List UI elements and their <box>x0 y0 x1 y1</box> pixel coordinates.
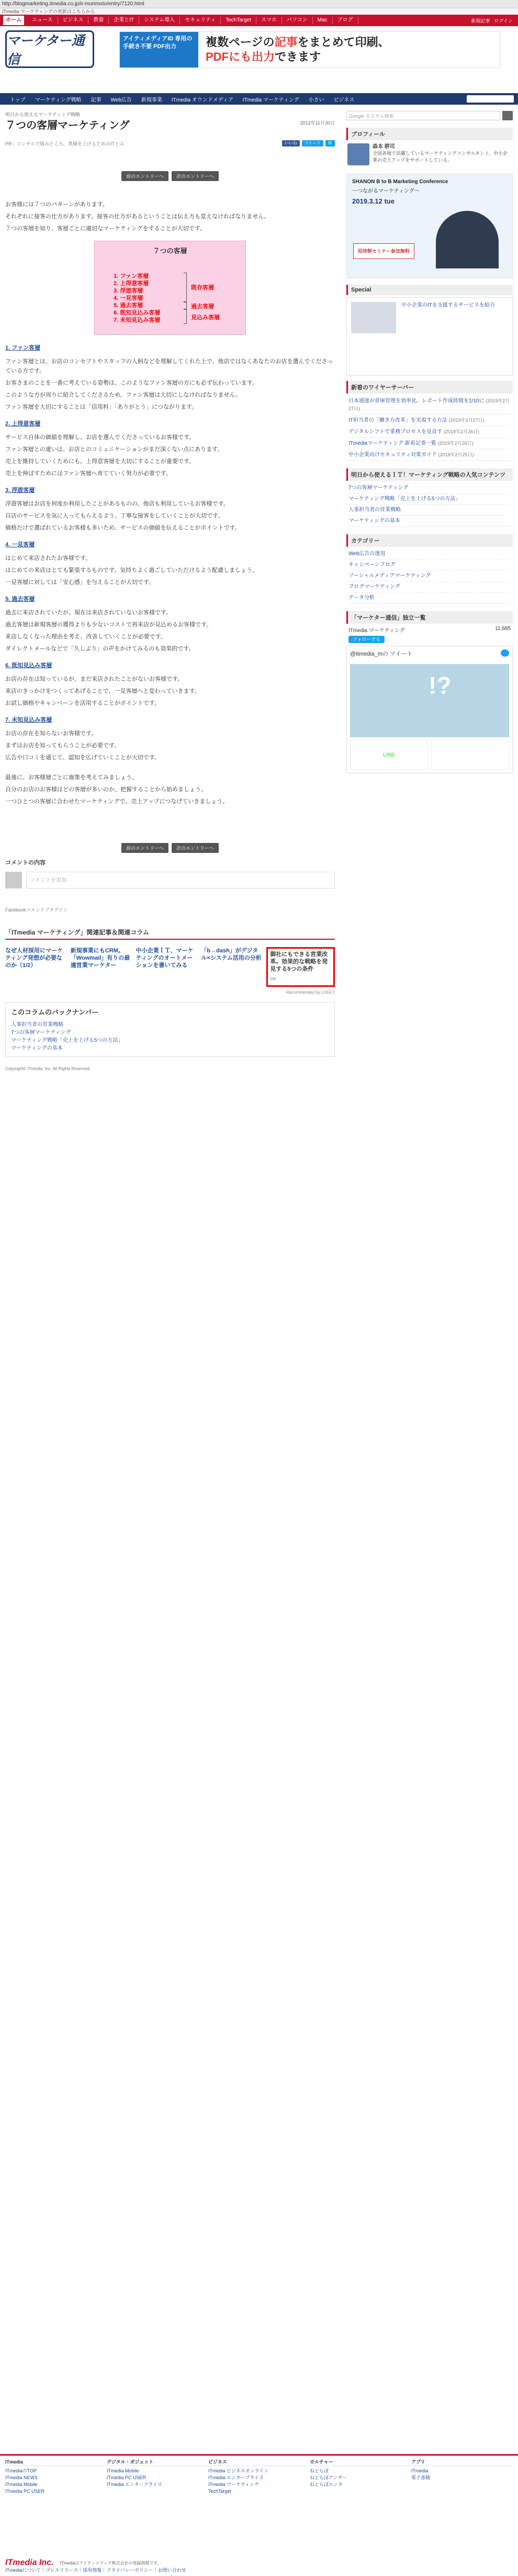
footer-link[interactable]: ねとらぼアンサー <box>310 2475 347 2480</box>
footer-link[interactable]: ITmedia エンタープライズ <box>208 2475 264 2480</box>
news-item[interactable]: IT担当者の「働き方改革」を実現する方法 (2019年2月27日) <box>348 415 511 426</box>
related-item[interactable]: 中小企業ＩＴ、マーケティングのオートメーションを書いてみる <box>136 948 194 969</box>
nav-item[interactable]: 教養 <box>88 17 109 24</box>
backnumber-heading: このコラムのバックナンバー <box>11 1008 99 1016</box>
top-navigation <box>0 15 518 26</box>
footer-link[interactable]: TechTarget <box>208 2489 232 2494</box>
news-item[interactable]: 日本通運が倉庫管理を効率化。レポート作成時間を1/10に (2019年2月27日) <box>348 396 511 415</box>
graphic-label-past: 過去客層 <box>191 303 214 310</box>
line-logo-image[interactable]: LINE <box>350 740 428 770</box>
nav-item[interactable]: システム導入 <box>139 17 180 24</box>
blog-nav-item[interactable]: 記事 <box>91 97 102 103</box>
facebook-comments-plugin-link[interactable]: Facebookコメントプラグイン <box>5 907 68 913</box>
footer-link[interactable]: ITmedia Mobile <box>107 2468 139 2473</box>
related-item[interactable]: 「b→dash」がデジタル×システム活用の分析 <box>201 948 262 961</box>
section-heading: 1. ファン客層 <box>5 345 41 351</box>
special-text[interactable]: 中小企業のITを支援するサービスを紹介 <box>401 302 495 308</box>
category-item[interactable]: Web広告の運用 <box>348 549 511 560</box>
facebook-like-button[interactable]: いいね <box>282 140 300 147</box>
blog-nav-item[interactable]: トップ <box>10 97 26 103</box>
section: 6. 既知見込み客層 お店の存在は知っているが、まだ来店されたことがないお客様です。 来店のきっかけをつくってあげることで、一見客層へと変わっていきます。 お試し価格やキャンペーンを活用することがポイントです。 <box>5 661 335 708</box>
backnumber-link[interactable]: マーケティングの基本 <box>11 1045 63 1051</box>
blog-nav-item[interactable]: 新規事業 <box>141 97 162 103</box>
category-item[interactable]: キャンペーンブログ <box>348 560 511 571</box>
section-heading: 4. 一見客層 <box>5 542 35 548</box>
nav-item[interactable]: ビジネス <box>58 17 89 24</box>
backnumber-link[interactable]: マーケティング戦略「売上を上げる5つの方法」 <box>11 1038 123 1043</box>
ad-line1-tail: をまとめて印刷、 <box>297 36 390 49</box>
ad-line1-highlight: 記事 <box>274 36 298 49</box>
ad-line2-tail: できます <box>275 50 321 63</box>
browser-url-bar[interactable]: http://blogmarketing.itmedia.co.jp/ir-morimoto/entry/7120.html <box>0 0 518 8</box>
tweet-image-2[interactable] <box>431 740 509 770</box>
sidebar <box>346 111 513 779</box>
section: 2. 上得意客層 サービス自体の価値を理解し、お店を選んでくださっているお客様です。 ファン客層との違いは、お店とのコミュニケーションがまだ深くない点にあります。 売上を維持していくためにも、上得意客層を大切にすることが重要です。 売上を伸ばすためにはファン客層へ育てていく努力が必要です。 <box>5 419 335 478</box>
avatar <box>5 872 22 888</box>
footer-column: アプリ ITmedia 電子書籍 <box>411 2459 513 2495</box>
section-heading: 3. 浮遊客層 <box>5 487 35 493</box>
sidebar-search <box>346 111 513 120</box>
prev-entry-button[interactable]: 前のエントリーへ <box>121 171 168 181</box>
blog-nav-item[interactable]: 小さい <box>308 97 324 103</box>
blog-search-input[interactable] <box>467 95 514 103</box>
blog-nav-item[interactable]: ビジネス <box>333 97 355 103</box>
backnumber-box <box>5 1002 335 1057</box>
news-heading: 新着のワイヤーサーバー <box>346 381 513 393</box>
event-banner-ad[interactable] <box>346 174 513 278</box>
blog-nav-item[interactable]: Web広告 <box>110 97 132 103</box>
ranking-item[interactable]: マーケティングの基本 <box>348 516 511 527</box>
special-image[interactable] <box>351 302 396 333</box>
footer-column: デジタル・ガジェット ITmedia Mobile ITmedia PC USER ITmedia エンタープライズ <box>107 2459 208 2495</box>
prev-entry-button[interactable]: 前のエントリーへ <box>121 843 168 853</box>
closing-text: 最後に、お客様層ごとに施策を考えてみましょう。 自分のお店のお客様はどの客層が多いのか、把握することから始めましょう。 一つひとつの客層に合わせたマーケティングで、売上アップにつなげていきましょう。 <box>5 774 229 805</box>
profile-text: 全国各地で活躍しているマーケティングコンサルタント。中小企業の売上アップをサポートしている。 <box>373 151 508 163</box>
category-item[interactable]: ブログマーケティング <box>348 582 511 593</box>
footer-link[interactable]: 電子書籍 <box>411 2475 431 2480</box>
hatena-bookmark-button[interactable]: B! <box>325 140 335 147</box>
section: 5. 過去客層 過去に来店されていたが、現在は来店されていないお客様です。 過去客層は新規客層の獲得よりも少ないコストで再来店が見込めるお客様です。 来店しなくなった理由を考え、改善していくことが必要です。 ダイレクトメールなどで「久しぶり」の声をかけてみるのも効果的です。 <box>5 594 335 654</box>
comment-box <box>5 872 335 888</box>
nav-item[interactable]: ブログ <box>333 17 358 24</box>
footer-link[interactable]: ITmedia PC USER <box>5 2489 45 2494</box>
footer-link[interactable]: ITmedia PC USER <box>107 2475 147 2480</box>
news-item[interactable]: ITmediaマーケティング 新着記事一覧 (2019年2月26日) <box>348 438 511 449</box>
next-entry-button[interactable]: 次のエントリーへ <box>172 843 219 853</box>
category-item[interactable]: データ分析 <box>348 593 511 604</box>
ad-line2: PDFにも出力 <box>206 50 275 63</box>
related-item-ad[interactable]: 御社にもできる営業改革。効果的な戦略を発見する5つの条件 PR <box>266 947 335 987</box>
section: 3. 浮遊客層 浮遊客層はお店を何度か利用したことがあるものの、他店も利用しているお客様です。 自店のサービスを気に入ってもらえるよう、丁寧な接客をしていくことが大切です。 価格だけで選ばれているお客様も多いため、サービスの価値を伝えることがポイントです。 <box>5 486 335 533</box>
ranking-item[interactable]: 人事担当者の営業戦略 <box>348 505 511 516</box>
login-link[interactable]: ログイン <box>494 18 513 24</box>
footer-link[interactable]: ITmedia NEWS <box>5 2475 38 2480</box>
footer-link[interactable]: ITmedia マーケティング <box>208 2482 259 2487</box>
related-heading: 「ITmedia マーケティング」関連記事＆関連コラム <box>5 928 335 940</box>
copyright: Copyright© ITmedia, Inc. All Rights Reserved. <box>5 1066 91 1071</box>
section-heading: 5. 過去客層 <box>5 596 35 602</box>
section: 1. ファン客層 ファン客層とは、お店のコンセプトやスタッフの人柄などを理解してくれた上で、他店ではなくあなたのお店を選んでくださっている方です。 お客さまのことを一番に考えている姿勢は、このようなファン客層の方にも必ず伝わっています。 このような方が周りに紹介してくださるため、ファン客層は大切にしなければなりません。 ファン客層を大切にすることは「信用料」「ありがとう」につながります。 <box>5 343 335 412</box>
post-navigation-top <box>5 171 335 181</box>
footer-link[interactable]: ITmedia ビジネスオンライン <box>208 2468 269 2473</box>
blog-logo[interactable]: マーケター通信 <box>5 30 94 68</box>
nav-item[interactable]: スマホ <box>256 17 282 24</box>
nav-item[interactable]: パソコン <box>282 17 313 24</box>
related-item[interactable]: 新規事業にもCRM。「Wowmail」有りの最適営業マーケター <box>70 948 130 969</box>
event-date: 2019.3.12 tue <box>352 197 395 205</box>
tweet-image[interactable]: !? <box>350 664 509 737</box>
backnumber-link[interactable]: 7つの客層マーケティング <box>11 1030 71 1036</box>
speaker-photo <box>436 211 499 268</box>
post-date: 2012年11月30日 <box>300 120 335 126</box>
footer-link[interactable]: ねとらぼ <box>310 2468 329 2473</box>
article-sections <box>5 343 335 762</box>
news-item[interactable]: デジタルシフトで業務プロセスを見直す (2019年2月26日) <box>348 426 511 438</box>
nav-item[interactable]: TechTarget <box>221 17 256 24</box>
special-heading: Special <box>346 285 513 295</box>
section: 7. 未知見込み客層 お店の存在を知らないお客様です。 まずはお店を知ってもらうことが必要です。 広告や口コミを通じて、認知を広げていくことが大切です。 <box>5 715 335 762</box>
news-item[interactable]: 中小企業向けセキュリティ対策ガイド (2019年2月25日) <box>348 449 511 461</box>
event-title: SHANON B to B Marketing Conference <box>352 179 448 185</box>
next-entry-button[interactable]: 次のエントリーへ <box>172 171 219 181</box>
new-articles-link[interactable]: 新規記事 <box>471 18 490 24</box>
event-cta: 招待制セミナー参加無料 <box>353 243 414 259</box>
blog-nav-item[interactable]: ITmedia マーケティング <box>242 97 299 103</box>
profile-heading: プロフィール <box>346 128 513 140</box>
special-box <box>346 285 513 376</box>
ad-left-label: アイティメディアID 専用の手続き不要 PDF出力 <box>120 32 198 68</box>
breadcrumb[interactable]: 明日から使えるマーケティング戦略 <box>5 112 80 117</box>
footer-column: ITmedia ITmediaのTOP ITmedia NEWS ITmedia Mobile ITmedia PC USER <box>5 2459 107 2495</box>
notice-bar: ITmedia マーケティングの更新はこちらから <box>0 8 518 15</box>
post-navigation-bottom <box>5 843 335 853</box>
twitter-timeline <box>346 646 513 773</box>
main-content <box>5 111 335 1071</box>
backnumber-link[interactable]: 人事担当者の営業戦略 <box>11 1022 63 1028</box>
news-box <box>346 381 513 463</box>
intro-text: お客様には７つのパターンがあります。 それぞれに接客の仕方があります。接客の仕方があるということは伝え方も変えなければなりません。 ７つの客層を知り、客層ごとに適切なマーケティングをすることが大切です。 <box>5 201 270 232</box>
nav-item[interactable]: ニュース <box>27 17 58 24</box>
tweets-heading[interactable]: @itmedia_mの ツイート <box>350 651 413 657</box>
related-item[interactable]: なぜ人材採用にマーケティング発想が必要なのか（1/2） <box>5 948 63 969</box>
powered-by-label: Recommended by LOGLY <box>286 990 335 995</box>
graphic-list: 1. ファン客層 2. 上得意客層 3. 浮遊客層 4. 一見客層 5. 過去客層 6. 既知見込み客層 7. 未知見込み客層 <box>114 273 161 323</box>
event-subtitle: 〜つながるマーケティング〜 <box>352 188 420 194</box>
comments-heading: コメントの内容 <box>5 860 46 866</box>
ad-line1: 複数ページの <box>206 36 275 49</box>
blog-navigation <box>0 93 518 105</box>
twitter-follow-button[interactable]: フォローする <box>348 636 385 643</box>
profile-box <box>346 128 513 168</box>
comment-input[interactable]: コメントを追加 <box>26 872 335 888</box>
graphic-label-prospect: 見込み客層 <box>191 314 220 321</box>
search-button[interactable] <box>502 111 513 120</box>
section-heading: 7. 未知見込み客層 <box>5 717 52 723</box>
tweet-image-row <box>350 740 509 770</box>
twitter-account[interactable]: ITmedia マーケティング <box>348 628 405 634</box>
nav-item[interactable]: Mac <box>313 17 333 24</box>
footer-link[interactable]: ITmediaのTOP <box>5 2468 37 2473</box>
twitter-box <box>346 611 513 773</box>
footer <box>0 2454 518 2574</box>
section-heading: 6. 既知見込み客層 <box>5 662 52 669</box>
blog-nav-item[interactable]: マーケティング戦略 <box>35 97 82 103</box>
category-box <box>346 534 513 606</box>
related-articles <box>5 947 335 987</box>
pr-link[interactable]: PR｜コンサルで悩みどころ、業績を上げるためのITとは <box>5 141 125 147</box>
twitter-followers: 11,685 <box>495 626 511 632</box>
footer-trademark: ITmediaはアイティメディア株式会社の登録商標です。 <box>60 2560 162 2566</box>
profile-name: 森本 耕司 <box>373 144 395 150</box>
twitter-bird-icon <box>501 649 509 657</box>
footer-link[interactable]: ITmedia Mobile <box>5 2482 38 2487</box>
footer-nav[interactable]: ITmediaについて｜プレスリリース｜採用情報｜プライバシーポリシー｜お問い合わせ <box>5 2568 186 2573</box>
nav-home[interactable]: ホーム <box>3 16 24 25</box>
ranking-box <box>346 468 513 529</box>
ranking-item[interactable]: マーケティング戦略「売上を上げる5つの方法」 <box>348 494 511 505</box>
section-heading: 2. 上得意客層 <box>5 421 41 427</box>
top-advertisement[interactable] <box>119 31 500 68</box>
search-input[interactable]: Google カスタム検索 <box>346 111 500 120</box>
nav-item[interactable]: 企業とIT <box>109 17 139 24</box>
page-title: ７つの客層マーケティング <box>5 120 130 131</box>
share-buttons <box>282 140 335 147</box>
profile-photo <box>347 143 369 165</box>
graphic-label-existing: 既存客層 <box>191 285 214 291</box>
category-item[interactable]: ソーシャルメディアマーケティング <box>348 571 511 582</box>
section: 4. 一見客層 はじめて来店されたお客様です。 はじめての来店はとても緊張するものです。気持ちよく過ごしていただけるよう配慮しましょう。 一見客層に対しては「安心感」を与えることが大切です。 <box>5 540 335 587</box>
footer-column: ビジネス ITmedia ビジネスオンライン ITmedia エンタープライズ ITmedia マーケティング TechTarget <box>208 2459 310 2495</box>
footer-link[interactable]: ITmedia エンタープライズ <box>107 2482 162 2487</box>
footer-link[interactable]: ねとらぼエンタ <box>310 2482 343 2487</box>
category-heading: カテゴリー <box>346 534 513 547</box>
ranking-item[interactable]: 7つの客層マーケティング <box>348 483 511 494</box>
itmedia-logo[interactable]: ITmedia Inc. <box>5 2558 54 2567</box>
seven-customer-layers-graphic <box>94 241 246 335</box>
footer-link[interactable]: ITmedia <box>411 2468 429 2473</box>
twitter-heading: 「マーケター通信」独立一覧 <box>346 611 513 624</box>
ranking-heading: 明日から使えるＩＴ！マーケティング戦略の人気コンテンツ <box>346 468 513 481</box>
graphic-title: ７つの客層 <box>153 247 187 255</box>
nav-item[interactable]: セキュリティ <box>180 17 221 24</box>
footer-column: カルチャー ねとらぼ ねとらぼアンサー ねとらぼエンタ <box>310 2459 411 2495</box>
blog-nav-item[interactable]: ITmedia オウンドメディア <box>171 97 233 103</box>
tweet-button[interactable]: ツイート <box>302 140 324 147</box>
